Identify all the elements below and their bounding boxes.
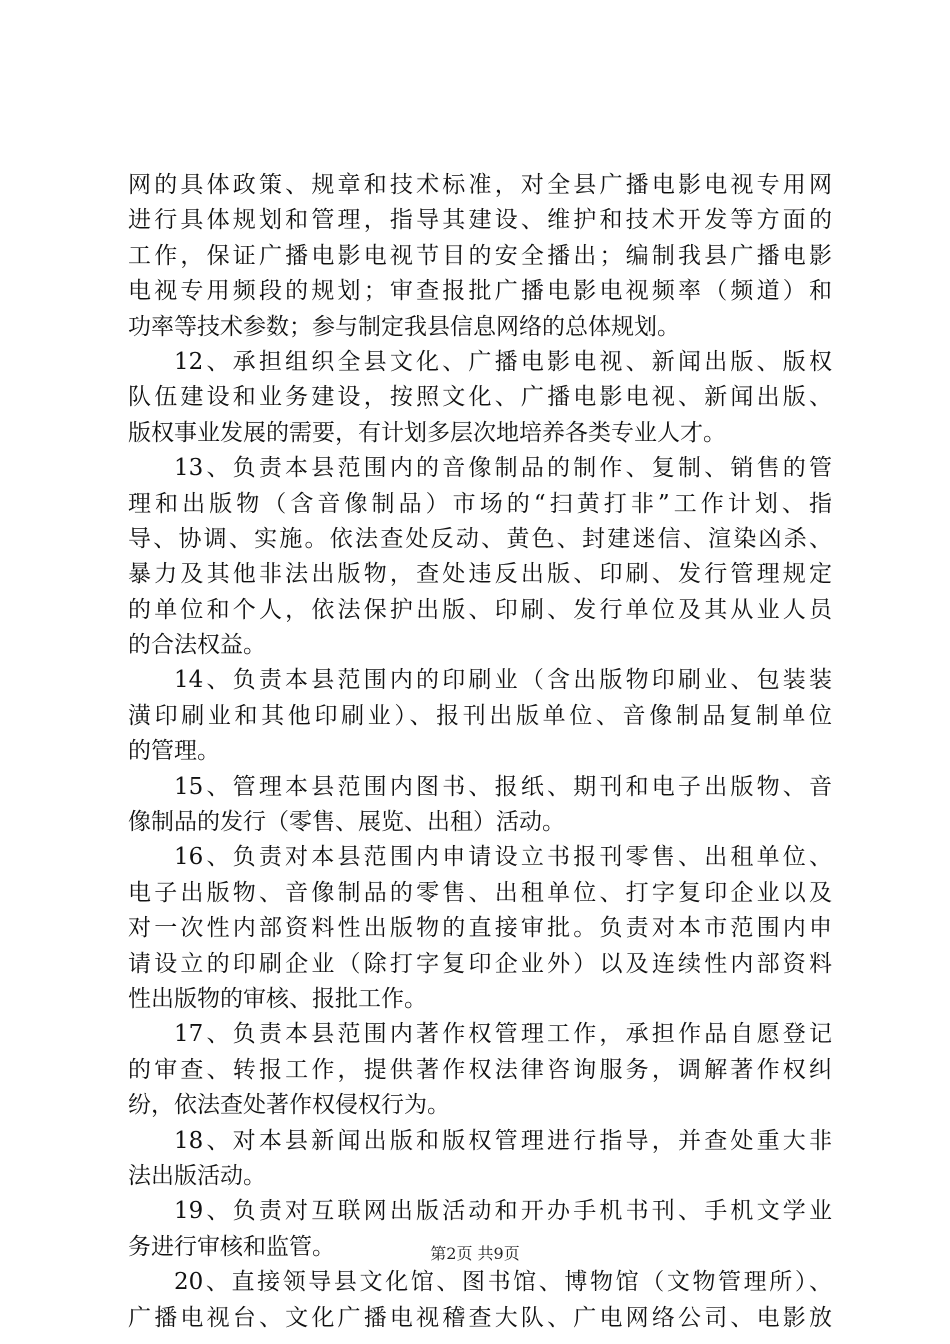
text-line: 15、管理本县范围内图书、报纸、期刊和电子出版物、音	[174, 773, 832, 800]
text-line: 网的具体政策、规章和技术标准，对全县广播电影电视专用网	[128, 172, 832, 198]
paragraph	[128, 345, 832, 451]
text-line: 版权事业发展的需要，有计划多层次地培养各类专业人才。	[128, 419, 726, 446]
paragraph	[128, 663, 832, 769]
paragraph	[128, 840, 832, 1017]
text-line: 13、负责本县范围内的音像制品的制作、复制、销售的管	[174, 455, 832, 482]
paragraph	[128, 1124, 832, 1195]
text-line: 纷，依法查处著作权侵权行为。	[128, 1092, 450, 1119]
text-line: 18、对本县新闻出版和版权管理进行指导，并查处重大非	[174, 1127, 832, 1154]
text-line: 12、承担组织全县文化、广播电影电视、新闻出版、版权	[174, 348, 832, 375]
text-line: 务进行审核和监管。	[128, 1233, 335, 1260]
paragraph	[128, 451, 832, 663]
text-line: 17、负责本县范围内著作权管理工作，承担作品自愿登记	[174, 1021, 832, 1048]
text-line: 性出版物的审核、报批工作。	[128, 985, 427, 1012]
page-footer: 第2页 共9页	[430, 1244, 520, 1263]
text-line: 广播电视台、文化广播电视稽查大队、广电网络公司、电影放	[128, 1304, 832, 1331]
text-line: 潢印刷业和其他印刷业）、报刊出版单位、音像制品复制单位	[128, 702, 832, 729]
text-line: 20、直接领导县文化馆、图书馆、博物馆（文物管理所）、	[174, 1269, 832, 1296]
paragraph	[128, 168, 832, 345]
text-line: 队伍建设和业务建设，按照文化、广播电影电视、新闻出版、	[128, 384, 832, 411]
text-line: 像制品的发行（零售、展览、出租）活动。	[128, 809, 565, 836]
paragraph	[128, 1265, 832, 1336]
text-line: 电子出版物、音像制品的零售、出租单位、打字复印企业以及	[128, 879, 832, 906]
text-line: 功率等技术参数；参与制定我县信息网络的总体规划。	[128, 313, 680, 340]
text-line: 工作，保证广播电影电视节目的安全播出；编制我县广播电影	[128, 242, 832, 269]
text-line: 法出版活动。	[128, 1162, 266, 1189]
text-line: 的单位和个人，依法保护出版、印刷、发行单位及其从业人员	[128, 596, 832, 623]
text-line: 的合法权益。	[128, 632, 266, 659]
text-line: 14、负责本县范围内的印刷业（含出版物印刷业、包装装	[174, 667, 832, 694]
document-body	[128, 168, 832, 1336]
text-line: 进行具体规划和管理，指导其建设、维护和技术开发等方面的	[128, 207, 832, 234]
text-line: 16、负责对本县范围内申请设立书报刊零售、出租单位、	[174, 844, 832, 871]
text-line: 理和出版物（含音像制品）市场的“扫黄打非”工作计划、指	[128, 490, 832, 517]
text-line: 19、负责对互联网出版活动和开办手机书刊、手机文学业	[174, 1198, 832, 1225]
text-line: 请设立的印刷企业（除打字复印企业外）以及连续性内部资料	[128, 950, 832, 977]
text-line: 的管理。	[128, 738, 220, 765]
paragraph	[128, 770, 832, 841]
text-line: 对一次性内部资料性出版物的直接审批。负责对本市范围内申	[128, 915, 832, 942]
text-line: 的审查、转报工作，提供著作权法律咨询服务，调解著作权纠	[128, 1056, 832, 1083]
paragraph	[128, 1017, 832, 1123]
text-line: 暴力及其他非法出版物，查处违反出版、印刷、发行管理规定	[128, 561, 832, 588]
text-line: 导、协调、实施。依法查处反动、黄色、封建迷信、渲染凶杀、	[128, 525, 832, 552]
text-line: 电视专用频段的规划；审查报批广播电影电视频率（频道）和	[128, 278, 832, 305]
